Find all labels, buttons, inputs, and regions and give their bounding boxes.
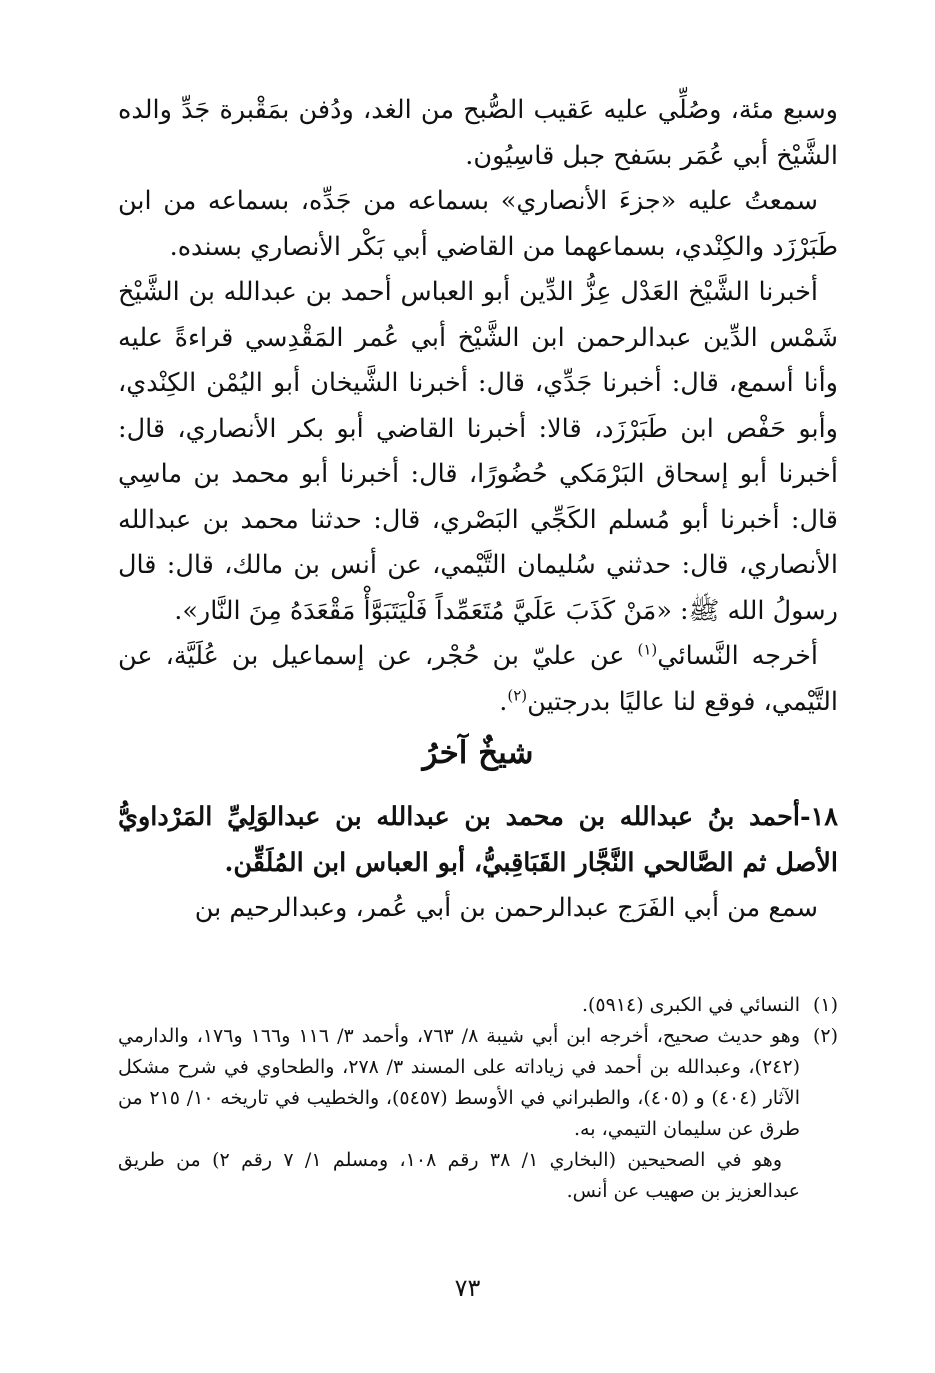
paragraph-end: . <box>499 686 508 717</box>
footnote-text <box>118 1021 800 1207</box>
entry-heading: أحمد بنُ عبدالله بن محمد بن عبدالله بن عبدالوَلِيِّ المَرْداويُّ الأصل ثم الصَّالحي النَّجَّار القَبَاقِبيُّ، أبو العباس ابن المُلَقِّن. <box>118 802 838 878</box>
footnote-ref-1[interactable]: (١) <box>637 640 658 659</box>
page-body <box>118 88 838 1207</box>
paragraph: أخبرنا الشَّيْخ العَدْل عِزُّ الدِّين أبو العباس أحمد بن عبدالله بن الشَّيْخ شَمْس الدِّين عبدالرحمن ابن الشَّيْخ أبي عُمر المَقْدِسي قراءةً عليه وأنا أسمع، قال: أخبرنا جَدِّي، قال: أخبرنا الشَّيخان أبو اليُمْن الكِنْدي، وأبو حَفْص ابن طَبَرْزَد، قالا: أخبرنا القاضي أبو بكر الأنصاري، قال: أخبرنا أبو إسحاق البَرْمَكي حُضُورًا، قال: أخبرنا أبو محمد بن ماسِي قال: أخبرنا أبو مُسلم الكَجِّي البَصْري، قال: حدثنا محمد بن عبدالله الأنصاري، قال: حدثني سُليمان التَّيْمي، عن أنس بن مالك، قال: قال رسولُ الله ﷺ: «مَنْ كَذَبَ عَلَيَّ مُتَعَمِّداً فَلْيَتَبَوَّأْ مَقْعَدَهُ مِنَ النَّار». <box>118 277 838 626</box>
footnote-number: (١) <box>812 993 838 1016</box>
footnote-ref-2[interactable]: (٢) <box>507 686 528 704</box>
footnotes <box>118 990 838 1207</box>
paragraph-text: أخرجه النَّسائي <box>657 641 818 671</box>
biography-entry <box>118 795 838 886</box>
entry-number: ١٨- <box>800 802 838 832</box>
footnote <box>118 990 838 1021</box>
page-number: ٧٣ <box>454 1274 481 1302</box>
footnote-continuation: وهو في الصحيحين (البخاري ١/ ٣٨ رقم ١٠٨، ومسلم ١/ ٧ رقم ٢) من طريق عبدالعزيز بن صهيب عن أنس. <box>118 1148 800 1202</box>
paragraph: سمع من أبي الفَرَج عبدالرحمن بن أبي عُمر، وعبدالرحيم بن <box>194 893 818 923</box>
footnote-body: النسائي في الكبرى (٥٩١٤). <box>581 993 800 1016</box>
footnote-body: وهو حديث صحيح، أخرجه ابن أبي شيبة ٨/ ٧٦٣، وأحمد ٣/ ١١٦ و١٦٦ و١٧٦، والدارمي (٢٤٢)، وعبدالله بن أحمد في زياداته على المسند ٣/ ٢٧٨، والطحاوي في شرح مشكل الآثار (٤٠٤) و (٤٠٥)، والطبراني في الأوسط (٥٤٥٧)، والخطيب في تاريخه ١٠/ ٢١٥ من طرق عن سليمان التيمي، به. <box>118 1024 800 1140</box>
spacer <box>118 932 838 990</box>
main-text <box>118 88 838 932</box>
section-title: شيخٌ آخرُ <box>422 735 534 771</box>
footnote-number: (٢) <box>812 1024 838 1047</box>
paragraph: وسبع مئة، وصُلِّي عليه عَقيب الصُّبح من الغد، ودُفن بمَقْبرة جَدِّ والده الشَّيْخ أبي عُمَر بسَفح جبل قاسِيُون. <box>118 95 838 171</box>
footnote <box>118 1021 838 1207</box>
footnote-text <box>118 990 800 1021</box>
paragraph-text: عن عليّ بن حُجْر، عن إسماعيل بن عُلَيَّة، عن التَّيْمي، فوقع لنا عاليًا بدرجتين <box>118 641 838 717</box>
paragraph <box>118 634 838 725</box>
paragraph: سمعتُ عليه «جزءَ الأنصاري» بسماعه من جَدِّه، بسماعه من ابن طَبَرْزَد والكِنْدي، بسماعهما من القاضي أبي بَكْر الأنصاري بسنده. <box>118 186 838 262</box>
